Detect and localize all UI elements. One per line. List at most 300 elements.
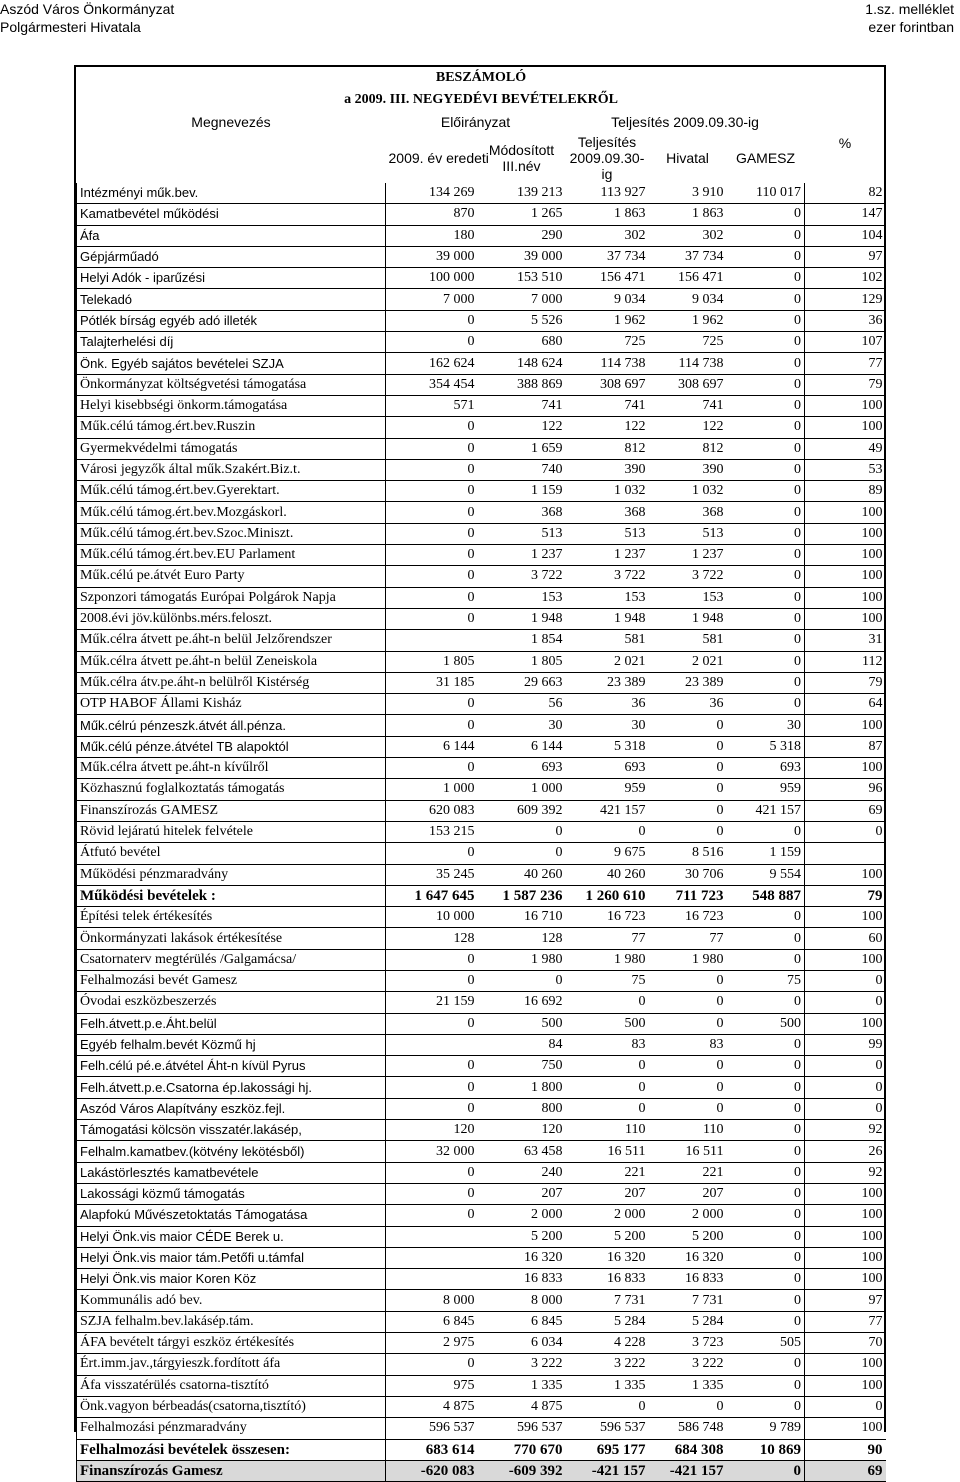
cell-modositott: 680: [478, 332, 566, 353]
cell-eredeti: 0: [386, 1354, 478, 1375]
cell-eredeti: 0: [386, 715, 478, 736]
cell-eredeti: 596 537: [386, 1418, 478, 1439]
cell-modositott: 0: [478, 843, 566, 864]
cell-modositott: 16 692: [478, 992, 566, 1013]
cell-percent: 70: [805, 1333, 886, 1354]
cell-gamesz: 10 869: [727, 1439, 805, 1460]
col-gamesz: GAMESZ: [735, 150, 796, 166]
cell-modositott: 16 710: [478, 907, 566, 928]
cell-gamesz: 0: [727, 1098, 805, 1119]
cell-eredeti: 2 975: [386, 1333, 478, 1354]
cell-teljesites: 114 738: [566, 353, 649, 374]
cell-modositott: 2 000: [478, 1205, 566, 1226]
cell-hivatal: 1 962: [649, 310, 727, 331]
table-row: [77, 417, 886, 438]
cell-hivatal: 37 734: [649, 246, 727, 267]
cell-eredeti: 0: [386, 970, 478, 991]
table-row: [77, 459, 886, 480]
row-label: Műk.célú támog.ért.bev.Gyerektart.: [77, 481, 386, 502]
cell-teljesites: 75: [566, 970, 649, 991]
cell-percent: 100: [805, 1354, 886, 1375]
cell-percent: [805, 843, 886, 864]
table-row: [77, 1439, 886, 1460]
cell-eredeti: [386, 1269, 478, 1290]
cell-hivatal: 725: [649, 332, 727, 353]
cell-modositott: 122: [478, 417, 566, 438]
table-row: [77, 438, 886, 459]
row-label: Működési pénzmaradvány: [77, 864, 386, 885]
cell-modositott: 1 659: [478, 438, 566, 459]
cell-teljesites: 693: [566, 758, 649, 779]
cell-gamesz: 0: [727, 566, 805, 587]
table-row: [77, 587, 886, 608]
row-label: Kamatbevétel működési: [77, 204, 386, 225]
cell-gamesz: 0: [727, 1375, 805, 1396]
cell-teljesites: 0: [566, 1396, 649, 1417]
cell-gamesz: 0: [727, 1205, 805, 1226]
cell-modositott: 770 670: [478, 1439, 566, 1460]
cell-percent: 100: [805, 715, 886, 736]
cell-gamesz: 0: [727, 992, 805, 1013]
cell-teljesites: 5 284: [566, 1311, 649, 1332]
cell-hivatal: 110: [649, 1120, 727, 1141]
table-row: [77, 779, 886, 800]
table-row: [77, 821, 886, 842]
row-label: Lakossági közmű támogatás: [77, 1183, 386, 1204]
cell-gamesz: 548 887: [727, 885, 805, 906]
cell-modositott: 153 510: [478, 268, 566, 289]
table-row: [77, 332, 886, 353]
cell-teljesites: 1 260 610: [566, 885, 649, 906]
row-label: Lakástörlesztés kamatbevétele: [77, 1162, 386, 1183]
cell-modositott: 1 800: [478, 1077, 566, 1098]
cell-percent: 87: [805, 736, 886, 757]
cell-gamesz: 0: [727, 630, 805, 651]
cell-percent: 0: [805, 1098, 886, 1119]
cell-percent: 0: [805, 992, 886, 1013]
cell-gamesz: 500: [727, 1013, 805, 1034]
cell-eredeti: 0: [386, 949, 478, 970]
cell-gamesz: 0: [727, 502, 805, 523]
cell-gamesz: 30: [727, 715, 805, 736]
cell-gamesz: 421 157: [727, 800, 805, 821]
cell-gamesz: 0: [727, 395, 805, 416]
row-label: Helyi Önk.vis maior tám.Petőfi u.támfal: [77, 1247, 386, 1268]
cell-teljesites: 4 228: [566, 1333, 649, 1354]
row-label: Műk.célú támog.ért.bev.Ruszin: [77, 417, 386, 438]
cell-eredeti: 153 215: [386, 821, 478, 842]
cell-modositott: -609 392: [478, 1460, 566, 1481]
cell-eredeti: 0: [386, 438, 478, 459]
table-row: [77, 1183, 886, 1204]
row-label: Műk.célra átvett pe.áht-n belül Jelzőrendszer: [77, 630, 386, 651]
cell-percent: 100: [805, 1375, 886, 1396]
cell-modositott: 6 034: [478, 1333, 566, 1354]
cell-modositott: 128: [478, 928, 566, 949]
cell-teljesites: 1 032: [566, 481, 649, 502]
table-row: [77, 1290, 886, 1311]
cell-modositott: 1 335: [478, 1375, 566, 1396]
cell-gamesz: 0: [727, 1056, 805, 1077]
cell-teljesites: 1 948: [566, 608, 649, 629]
row-label: Rövid lejáratú hitelek felvétele: [77, 821, 386, 842]
cell-percent: 100: [805, 502, 886, 523]
cell-hivatal: 0: [649, 992, 727, 1013]
table-row: [77, 289, 886, 310]
cell-percent: 79: [805, 672, 886, 693]
cell-hivatal: 741: [649, 395, 727, 416]
cell-percent: 97: [805, 1290, 886, 1311]
cell-modositott: 207: [478, 1183, 566, 1204]
cell-hivatal: 114 738: [649, 353, 727, 374]
cell-hivatal: 1 237: [649, 545, 727, 566]
row-label: Felh.átvett.p.e.Áht.belül: [77, 1013, 386, 1034]
cell-modositott: 5 526: [478, 310, 566, 331]
cell-percent: 60: [805, 928, 886, 949]
cell-gamesz: 0: [727, 1311, 805, 1332]
table-row: [77, 800, 886, 821]
cell-percent: 0: [805, 1396, 886, 1417]
cell-percent: 100: [805, 1226, 886, 1247]
cell-hivatal: 513: [649, 523, 727, 544]
cell-gamesz: 0: [727, 1396, 805, 1417]
row-label: Finanszírozás Gamesz: [77, 1460, 386, 1481]
cell-teljesites: 16 511: [566, 1141, 649, 1162]
cell-modositott: 500: [478, 1013, 566, 1034]
cell-percent: 100: [805, 1418, 886, 1439]
cell-modositott: 3 222: [478, 1354, 566, 1375]
table-row: [77, 1077, 886, 1098]
row-label: SZJA felhalm.bev.lakásép.tám.: [77, 1311, 386, 1332]
cell-eredeti: 0: [386, 1077, 478, 1098]
cell-teljesites: 83: [566, 1034, 649, 1055]
cell-hivatal: 16 320: [649, 1247, 727, 1268]
row-label: Önk. Egyéb sajátos bevételei SZJA: [77, 353, 386, 374]
cell-eredeti: 0: [386, 417, 478, 438]
cell-teljesites: 1 237: [566, 545, 649, 566]
cell-eredeti: 1 000: [386, 779, 478, 800]
cell-percent: 49: [805, 438, 886, 459]
table-row: [77, 1247, 886, 1268]
cell-gamesz: 0: [727, 587, 805, 608]
cell-gamesz: 0: [727, 651, 805, 672]
cell-eredeti: 0: [386, 545, 478, 566]
cell-hivatal: 36: [649, 694, 727, 715]
cell-gamesz: 0: [727, 928, 805, 949]
cell-hivatal: 122: [649, 417, 727, 438]
cell-percent: 100: [805, 395, 886, 416]
row-label: Műk.célú támog.ért.bev.EU Parlament: [77, 545, 386, 566]
org-name: Aszód Város Önkormányzat: [0, 1, 175, 17]
cell-eredeti: 1 805: [386, 651, 478, 672]
cell-hivatal: 1 980: [649, 949, 727, 970]
cell-eredeti: 1 647 645: [386, 885, 478, 906]
table-row: [77, 672, 886, 693]
cell-modositott: 16 320: [478, 1247, 566, 1268]
cell-teljesites: 110: [566, 1120, 649, 1141]
cell-modositott: 3 722: [478, 566, 566, 587]
cell-hivatal: -421 157: [649, 1460, 727, 1481]
cell-gamesz: 1 159: [727, 843, 805, 864]
table-row: [77, 1311, 886, 1332]
cell-gamesz: 0: [727, 949, 805, 970]
cell-teljesites: 302: [566, 225, 649, 246]
cell-hivatal: 0: [649, 1098, 727, 1119]
row-label: Műk.célú támog.ért.bev.Mozgáskorl.: [77, 502, 386, 523]
table-row: [77, 225, 886, 246]
cell-hivatal: 0: [649, 1013, 727, 1034]
cell-eredeti: 0: [386, 694, 478, 715]
col-modositott: Módosított III.név: [488, 142, 555, 174]
cell-eredeti: 354 454: [386, 374, 478, 395]
cell-hivatal: 0: [649, 970, 727, 991]
cell-gamesz: 0: [727, 1034, 805, 1055]
cell-teljesites: 156 471: [566, 268, 649, 289]
cell-gamesz: 959: [727, 779, 805, 800]
row-label: Intézményi műk.bev.: [77, 183, 386, 204]
cell-eredeti: [386, 1226, 478, 1247]
cell-teljesites: 37 734: [566, 246, 649, 267]
table-row: [77, 1396, 886, 1417]
report-title: BESZÁMOLÓ: [435, 70, 527, 85]
table-row: [77, 1226, 886, 1247]
col-teljesites-group: Teljesítés 2009.09.30-ig: [611, 114, 759, 130]
table-row: [77, 736, 886, 757]
table-row: [77, 843, 886, 864]
cell-percent: 100: [805, 1183, 886, 1204]
table-row: [77, 694, 886, 715]
row-label: Felhalmozási pénzmaradvány: [77, 1418, 386, 1439]
cell-modositott: 1 948: [478, 608, 566, 629]
cell-gamesz: 505: [727, 1333, 805, 1354]
row-label: Alapfokú Művészetoktatás Támogatása: [77, 1205, 386, 1226]
cell-teljesites: 9 675: [566, 843, 649, 864]
table-row: [77, 992, 886, 1013]
header-left: [0, 0, 174, 36]
header-right: [865, 0, 954, 36]
table-row: [77, 907, 886, 928]
cell-gamesz: 0: [727, 310, 805, 331]
table-row: [77, 1269, 886, 1290]
cell-gamesz: 0: [727, 289, 805, 310]
table-row: [77, 928, 886, 949]
cell-percent: 79: [805, 374, 886, 395]
cell-gamesz: 0: [727, 353, 805, 374]
table-row: [77, 1375, 886, 1396]
row-label: Helyi Önk.vis maior CÉDE Berek u.: [77, 1226, 386, 1247]
row-label: Áfa: [77, 225, 386, 246]
row-label: Műk.célú támog.ért.bev.Szoc.Miniszt.: [77, 523, 386, 544]
row-label: Szponzori támogatás Európai Polgárok Napja: [77, 587, 386, 608]
cell-hivatal: 368: [649, 502, 727, 523]
row-label: Működési bevételek :: [77, 885, 386, 906]
cell-modositott: 8 000: [478, 1290, 566, 1311]
col-teljesites: Teljesítés 2009.09.30-ig: [569, 134, 645, 182]
row-label: ÁFA bevételt tárgyi eszköz értékesítés: [77, 1333, 386, 1354]
cell-eredeti: 128: [386, 928, 478, 949]
cell-percent: 0: [805, 821, 886, 842]
cell-hivatal: 8 516: [649, 843, 727, 864]
cell-eredeti: 0: [386, 1056, 478, 1077]
table-row: [77, 864, 886, 885]
cell-gamesz: 0: [727, 1290, 805, 1311]
cell-modositott: 139 213: [478, 183, 566, 204]
cell-percent: 112: [805, 651, 886, 672]
cell-modositott: 596 537: [478, 1418, 566, 1439]
table-row: [77, 353, 886, 374]
row-label: Műk.célra átvett pe.áht-n belül Zeneiskola: [77, 651, 386, 672]
cell-teljesites: 122: [566, 417, 649, 438]
row-label: Felh.célú pé.e.átvétel Áht-n kívül Pyrus: [77, 1056, 386, 1077]
cell-eredeti: 0: [386, 481, 478, 502]
row-label: Műk.célú pénze.átvétel TB alapoktól: [77, 736, 386, 757]
cell-modositott: 63 458: [478, 1141, 566, 1162]
cell-hivatal: 0: [649, 715, 727, 736]
cell-gamesz: 0: [727, 1247, 805, 1268]
report-table: [76, 67, 886, 1482]
cell-eredeti: 870: [386, 204, 478, 225]
cell-hivatal: 156 471: [649, 268, 727, 289]
cell-eredeti: -620 083: [386, 1460, 478, 1481]
cell-hivatal: 5 200: [649, 1226, 727, 1247]
table-row: [77, 1120, 886, 1141]
cell-hivatal: 16 511: [649, 1141, 727, 1162]
col-megnevezes: Megnevezés: [191, 114, 271, 130]
row-label: Helyi Adók - iparűzési: [77, 268, 386, 289]
row-label: Csatornaterv megtérülés /Galgamácsa/: [77, 949, 386, 970]
cell-hivatal: 16 723: [649, 907, 727, 928]
table-row: [77, 545, 886, 566]
row-label: Átfutó bevétel: [77, 843, 386, 864]
cell-modositott: 1 980: [478, 949, 566, 970]
cell-modositott: 750: [478, 1056, 566, 1077]
cell-gamesz: 0: [727, 1077, 805, 1098]
table-row: [77, 1418, 886, 1439]
cell-percent: 100: [805, 864, 886, 885]
table-row: [77, 1141, 886, 1162]
cell-percent: 69: [805, 800, 886, 821]
table-row: [77, 523, 886, 544]
cell-modositott: 84: [478, 1034, 566, 1055]
cell-percent: 100: [805, 523, 886, 544]
report-rows: [77, 183, 886, 1482]
cell-hivatal: 16 833: [649, 1269, 727, 1290]
cell-eredeti: 571: [386, 395, 478, 416]
row-label: Ért.imm.jav.,tárgyieszk.fordított áfa: [77, 1354, 386, 1375]
cell-gamesz: 0: [727, 374, 805, 395]
row-label: Műk.célra átvett pe.áht-n kívűlről: [77, 758, 386, 779]
cell-percent: 31: [805, 630, 886, 651]
table-row: [77, 566, 886, 587]
cell-teljesites: 36: [566, 694, 649, 715]
cell-percent: 100: [805, 587, 886, 608]
cell-modositott: 29 663: [478, 672, 566, 693]
cell-modositott: 1 805: [478, 651, 566, 672]
cell-eredeti: 100 000: [386, 268, 478, 289]
row-label: Telekadó: [77, 289, 386, 310]
cell-eredeti: 0: [386, 310, 478, 331]
row-label: Műk.célrú pénzeszk.átvét áll.pénza.: [77, 715, 386, 736]
cell-eredeti: 39 000: [386, 246, 478, 267]
cell-gamesz: 0: [727, 1162, 805, 1183]
cell-teljesites: 7 731: [566, 1290, 649, 1311]
table-row: [77, 1162, 886, 1183]
cell-hivatal: 0: [649, 1077, 727, 1098]
row-label: Városi jegyzők által műk.Szakért.Biz.t.: [77, 459, 386, 480]
row-label: Kommunális adó bev.: [77, 1290, 386, 1311]
cell-eredeti: 8 000: [386, 1290, 478, 1311]
cell-gamesz: 0: [727, 332, 805, 353]
cell-modositott: 39 000: [478, 246, 566, 267]
cell-percent: 100: [805, 608, 886, 629]
row-label: Gépjárműadó: [77, 246, 386, 267]
cell-teljesites: -421 157: [566, 1460, 649, 1481]
cell-gamesz: 0: [727, 1354, 805, 1375]
cell-teljesites: 1 863: [566, 204, 649, 225]
row-label: Felhalm.kamatbev.(kötvény lekötésből): [77, 1141, 386, 1162]
cell-percent: 82: [805, 183, 886, 204]
cell-hivatal: 1 032: [649, 481, 727, 502]
cell-gamesz: 0: [727, 523, 805, 544]
cell-modositott: 16 833: [478, 1269, 566, 1290]
cell-eredeti: 0: [386, 608, 478, 629]
row-label: Óvodai eszközbeszerzés: [77, 992, 386, 1013]
unit-label: ezer forintban: [868, 19, 954, 35]
cell-teljesites: 207: [566, 1183, 649, 1204]
cell-eredeti: 0: [386, 587, 478, 608]
row-label: Építési telek értékesítés: [77, 907, 386, 928]
cell-percent: 92: [805, 1162, 886, 1183]
cell-teljesites: 812: [566, 438, 649, 459]
cell-modositott: 609 392: [478, 800, 566, 821]
cell-eredeti: 21 159: [386, 992, 478, 1013]
cell-modositott: 1 854: [478, 630, 566, 651]
cell-teljesites: 40 260: [566, 864, 649, 885]
cell-modositott: 1 265: [478, 204, 566, 225]
cell-eredeti: 683 614: [386, 1439, 478, 1460]
cell-teljesites: 368: [566, 502, 649, 523]
cell-modositott: 6 144: [478, 736, 566, 757]
cell-gamesz: 75: [727, 970, 805, 991]
cell-percent: 53: [805, 459, 886, 480]
row-label: Helyi kisebbségi önkorm.támogatása: [77, 395, 386, 416]
cell-percent: 97: [805, 246, 886, 267]
cell-eredeti: 0: [386, 459, 478, 480]
cell-gamesz: 0: [727, 907, 805, 928]
cell-eredeti: 0: [386, 758, 478, 779]
table-row: [77, 246, 886, 267]
cell-modositott: 120: [478, 1120, 566, 1141]
row-label: Műk.célra átv.pe.áht-n belülről Kistérség: [77, 672, 386, 693]
table-row: [77, 1205, 886, 1226]
cell-gamesz: 0: [727, 1183, 805, 1204]
cell-hivatal: 1 863: [649, 204, 727, 225]
col-eloiranyzat: Előirányzat: [440, 114, 511, 130]
cell-eredeti: 0: [386, 1183, 478, 1204]
table-row: [77, 715, 886, 736]
cell-percent: 0: [805, 970, 886, 991]
table-row: [77, 374, 886, 395]
cell-percent: 107: [805, 332, 886, 353]
cell-percent: 90: [805, 1439, 886, 1460]
cell-modositott: 388 869: [478, 374, 566, 395]
col-eredeti: 2009. év eredeti: [388, 150, 489, 166]
cell-teljesites: 421 157: [566, 800, 649, 821]
cell-percent: 96: [805, 779, 886, 800]
cell-gamesz: 0: [727, 481, 805, 502]
row-label: Önkormányzati lakások értékesítése: [77, 928, 386, 949]
cell-teljesites: 30: [566, 715, 649, 736]
